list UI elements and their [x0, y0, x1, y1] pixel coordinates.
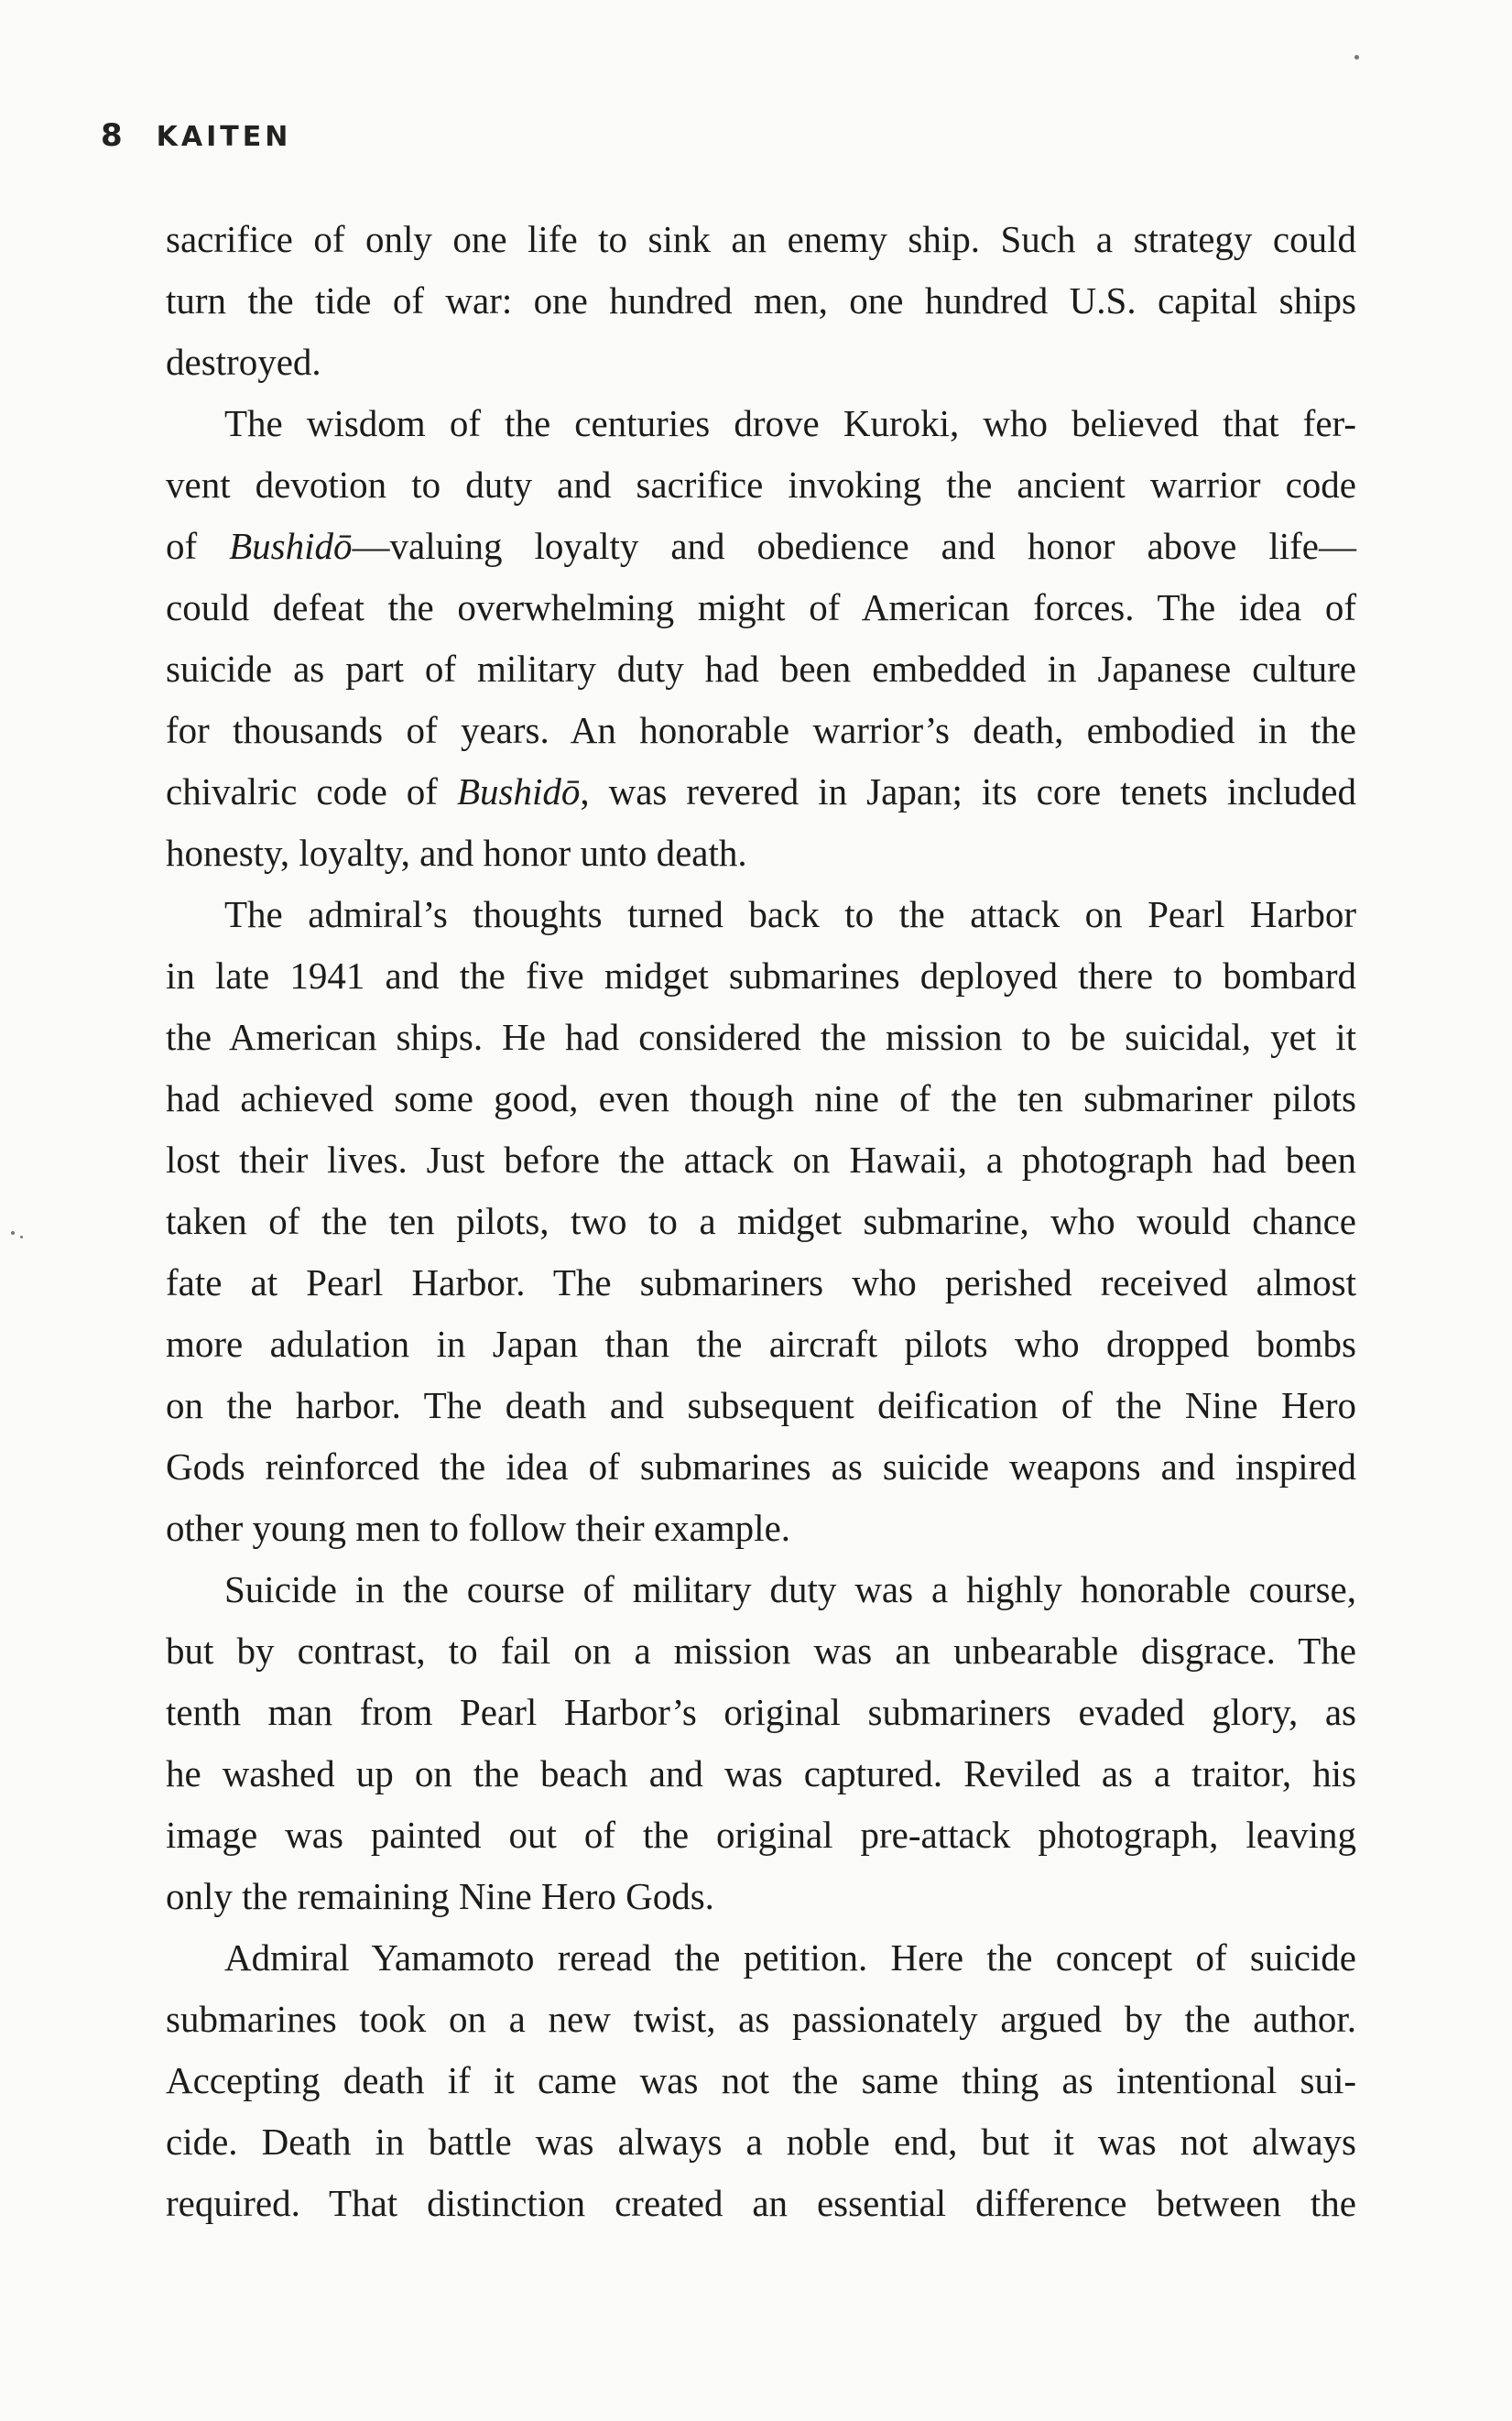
text-line: cide. Death in battle was always a noble end, but it was not always [166, 2121, 1356, 2163]
text-line: lost their lives. Just before the attack on Hawaii, a photograph had been [166, 1139, 1356, 1181]
text-line: only the remaining Nine Hero Gods. [166, 1875, 714, 1917]
text-line: submarines took on a new twist, as passionately argued by the author. [166, 1998, 1356, 2040]
italic-term: Bushidō [229, 525, 353, 567]
text-segment: , was revered in Japan; its core tenets included [580, 770, 1356, 812]
text-line [166, 516, 1356, 577]
text-line: but by contrast, to fail on a mission was an unbearable disgrace. The [166, 1630, 1356, 1672]
text-line: could defeat the overwhelming might of American forces. The idea of [166, 586, 1356, 628]
scan-speck [11, 1231, 15, 1235]
text-line: in late 1941 and the five midget submarines deployed there to bombard [166, 954, 1356, 997]
page-number: 8 [101, 117, 125, 154]
text-line: more adulation in Japan than the aircraft pilots who dropped bombs [166, 1323, 1356, 1365]
text-line: the American ships. He had considered the mission to be suicidal, yet it [166, 1016, 1356, 1058]
scan-speck [20, 1236, 23, 1238]
paragraph-first-line: The wisdom of the centuries drove Kuroki, who believed that fer- [224, 402, 1356, 444]
text-line: required. That distinction created an essential difference between the [166, 2182, 1356, 2224]
running-title: KAITEN [156, 121, 292, 153]
text-segment: of [166, 525, 230, 567]
text-line: turn the tide of war: one hundred men, one hundred U.S. capital ships [166, 279, 1356, 322]
text-line: honesty, loyalty, and honor unto death. [166, 832, 747, 874]
text-line: had achieved some good, even though nine of the ten submariner pilots [166, 1077, 1356, 1119]
text-segment: —valuing loyalty and obedience and honor above life— [352, 525, 1356, 567]
text-line: he washed up on the beach and was captured. Reviled as a traitor, his [166, 1752, 1356, 1794]
text-segment: chivalric code of [166, 770, 457, 812]
text-line: other young men to follow their example. [166, 1507, 791, 1549]
text-line: image was painted out of the original pre-attack photograph, leaving [166, 1814, 1356, 1856]
text-line: suicide as part of military duty had been embedded in Japanese culture [166, 648, 1356, 690]
text-line: taken of the ten pilots, two to a midget submarine, who would chance [166, 1200, 1356, 1242]
text-line: vent devotion to duty and sacrifice invoking the ancient warrior code [166, 463, 1356, 506]
paragraph-first-line: The admiral’s thoughts turned back to the attack on Pearl Harbor [224, 893, 1356, 935]
text-line: tenth man from Pearl Harbor’s original submariners evaded glory, as [166, 1691, 1356, 1733]
text-line [166, 761, 1356, 823]
text-line: Gods reinforced the idea of submarines as suicide weapons and inspired [166, 1445, 1356, 1488]
italic-term: Bushidō [456, 770, 581, 812]
text-line: fate at Pearl Harbor. The submariners who perished received almost [166, 1261, 1356, 1303]
text-line: destroyed. [166, 341, 321, 383]
text-line: on the harbor. The death and subsequent deification of the Nine Hero [166, 1384, 1356, 1426]
text-line: sacrifice of only one life to sink an enemy ship. Such a strategy could [166, 218, 1356, 260]
text-line: for thousands of years. An honorable warrior’s death, embodied in the [166, 709, 1356, 751]
text-line: Accepting death if it came was not the same thing as intentional sui- [166, 2059, 1356, 2101]
scan-speck [1354, 55, 1359, 60]
running-head [101, 117, 291, 154]
paragraph-first-line: Admiral Yamamoto reread the petition. Here the concept of suicide [224, 1936, 1356, 1979]
paragraph-first-line: Suicide in the course of military duty was a highly honorable course, [224, 1568, 1356, 1610]
body-text [166, 209, 1356, 2234]
